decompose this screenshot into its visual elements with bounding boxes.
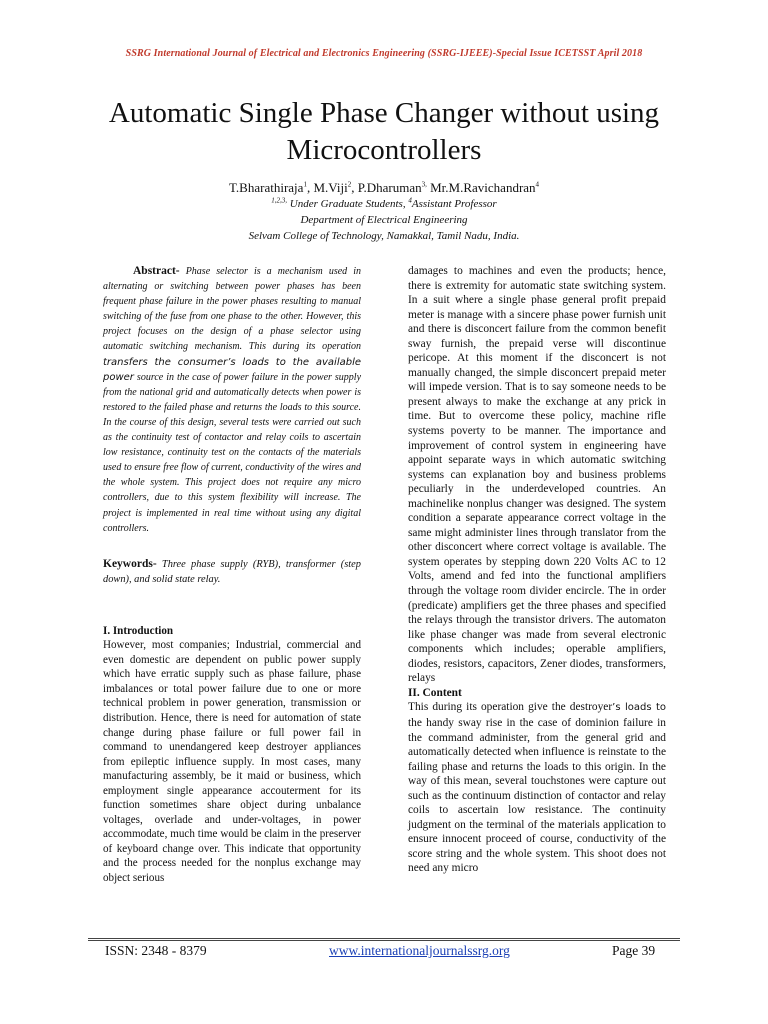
author-affil-mark: 3,	[421, 180, 427, 189]
introduction-continued-text: damages to machines and even the products; hence, there is extremity for automatic state switching system. In a suit where a single phase general profit prepaid meter is manage with a sincere phase power furnish unit and there is disconcert failure from the common benefit sway furnish, the prepaid verse will discontinue pericope. At this moment if the disconcert is not manually changed, the simple disconcert prepaid meter will impede version. That is to say someone needs to be present always to make the exchange at any prick in time. But to overcome these policy, machine rifle systems poverty to be manner. The importance and improvement of control system in engineering have appoint separate ways in which automatic switching systems can explanation boy and business problems peculiarly in the underdeveloped countries. An machinelike nonplus changer was designed. The system condition a separate appearance correct voltage in the same might administer lines through translator from the other disconcert where correct voltage is available. The system operates by stepping down 220 Volts AC to 12 Volts, amend and fed into the functional amplifiers through the voltage room divider encircle. The in order (predicate) amplifiers get the three phases and specified the relays through the transistor drivers. The automaton like phase changer was made from several electronic components which includes; operable amplifiers, diodes, resistors, capacitors, Zener diodes, transformers, relays	[408, 265, 666, 685]
affil-roles-b: Assistant Professor	[411, 198, 497, 210]
paper-title	[60, 95, 708, 169]
left-column	[103, 264, 361, 886]
author-name: P.Dharuman	[357, 180, 422, 195]
title-line-2: Microcontrollers	[286, 134, 482, 166]
abstract-text-2: source in the case of power failure in the power supply from the national grid and automatically detects when power is restored to the failed phase and returns the loads to this source. In the course of this design, several tests were carried out such as the continuity test of contactor and relay coils to ascertain low resistance, continuity test on the contacts of the materials used to ensure free flow of current, conductivity of the wires and the whole system. This project does not require any micro controllers, due to this system flexibility will increase. The project is implemented in real time without using any digital controllers.	[103, 371, 362, 534]
content-text-a: This during its operation give the destroyer	[408, 701, 613, 714]
footer-page-number: Page 39	[612, 943, 656, 958]
abstract-text-1: Phase selector is a mechanism used in alternating or switching between power phases has been frequent phase failure in the power phases resulting to manual switching of the fuse from one phase to the other. However, this project focuses on the design of a phase selector using automatic switching mechanism. This during its operation	[103, 266, 361, 353]
abstract-odd-text: transfers the consumer’s loads to the available power	[103, 356, 361, 383]
affil-college: Selvam College of Technology, Namakkal, Tamil Nadu, India.	[248, 230, 520, 242]
author-name: T.Bharathiraja	[228, 180, 304, 195]
keywords	[103, 557, 361, 587]
introduction-text: However, most companies; Industrial, commercial and even domestic are dependent on public power supply which have erratic supply such as phase failure, phase imbalances or total power failure due to one or more technical problem in power generation, transmission or distribution. Hence, there is need for automation of state change during phase failure or full power fail in command to unendangered keep destroyer appliances from epileptic influence supply. In most cases, many manufacturing assembly, be it maid or business, which employment single appearance accouterment for its function sometimes share object during unbalance voltages, overlade and under-voltages, in power accommodate, much time would be claim in the preserver of keyboard change over. This indicate that opportunity and the process needed for the nonplus exchange may object serious	[103, 639, 361, 884]
affil-roles-a: Under Graduate Students,	[289, 198, 409, 210]
footer-divider	[88, 938, 680, 941]
right-column	[408, 264, 666, 876]
author-list: T.Bharathiraja$^1$, M.Viji$^2$, P.Dharuman$^{3,}$ Mr.M.Ravichandran$^4$	[228, 180, 540, 195]
author-name: Mr.M.Ravichandran	[430, 180, 536, 195]
content-text-b: the handy sway rise in the case of dominion failure in the command administer, from the general grid and automatically detected when influence is reinstate to the failing phase and returns the loads to this origin. In the way of this mean, several touchstones were capture out such as the continuum distinction of contactor and relay coils to ascertain low resistance. The continuity judgment on the terminal of the materials application to ensure innocent proceed of course, conductivity of the score string and the whole system. This shoot does not need any micro	[408, 716, 666, 875]
content-odd-text: ’s loads to	[612, 702, 666, 714]
title-line-1: Automatic Single Phase Changer without using	[108, 97, 660, 129]
abstract-label: Abstract-	[133, 265, 180, 277]
section-heading-content: II. Content	[408, 686, 462, 699]
author-affil-mark: 4	[535, 180, 540, 189]
section-heading-introduction: I. Introduction	[103, 624, 174, 637]
footer-website-link[interactable]: www.internationaljournalssrg.org	[329, 943, 510, 958]
author-affil-mark: 1	[303, 180, 307, 189]
affiliation-block	[0, 196, 768, 244]
affil-mark: 4	[408, 196, 412, 205]
author-name: M.Viji	[313, 180, 348, 195]
keywords-label: Keywords-	[103, 557, 157, 570]
footer-issn: ISSN: 2348 - 8379	[105, 943, 207, 958]
affil-department: Department of Electrical Engineering	[300, 214, 468, 226]
affil-mark: 1,2,3,	[271, 196, 288, 205]
abstract	[103, 264, 361, 536]
author-affil-mark: 2	[347, 180, 352, 189]
keywords-text: Three phase supply (RYB), transformer (step down), and solid state relay.	[103, 558, 361, 585]
journal-header: SSRG International Journal of Electrical and Electronics Engineering (SSRG-IJEEE)-Special Issue ICETSST April 2018	[125, 48, 643, 59]
content-text	[408, 700, 666, 876]
